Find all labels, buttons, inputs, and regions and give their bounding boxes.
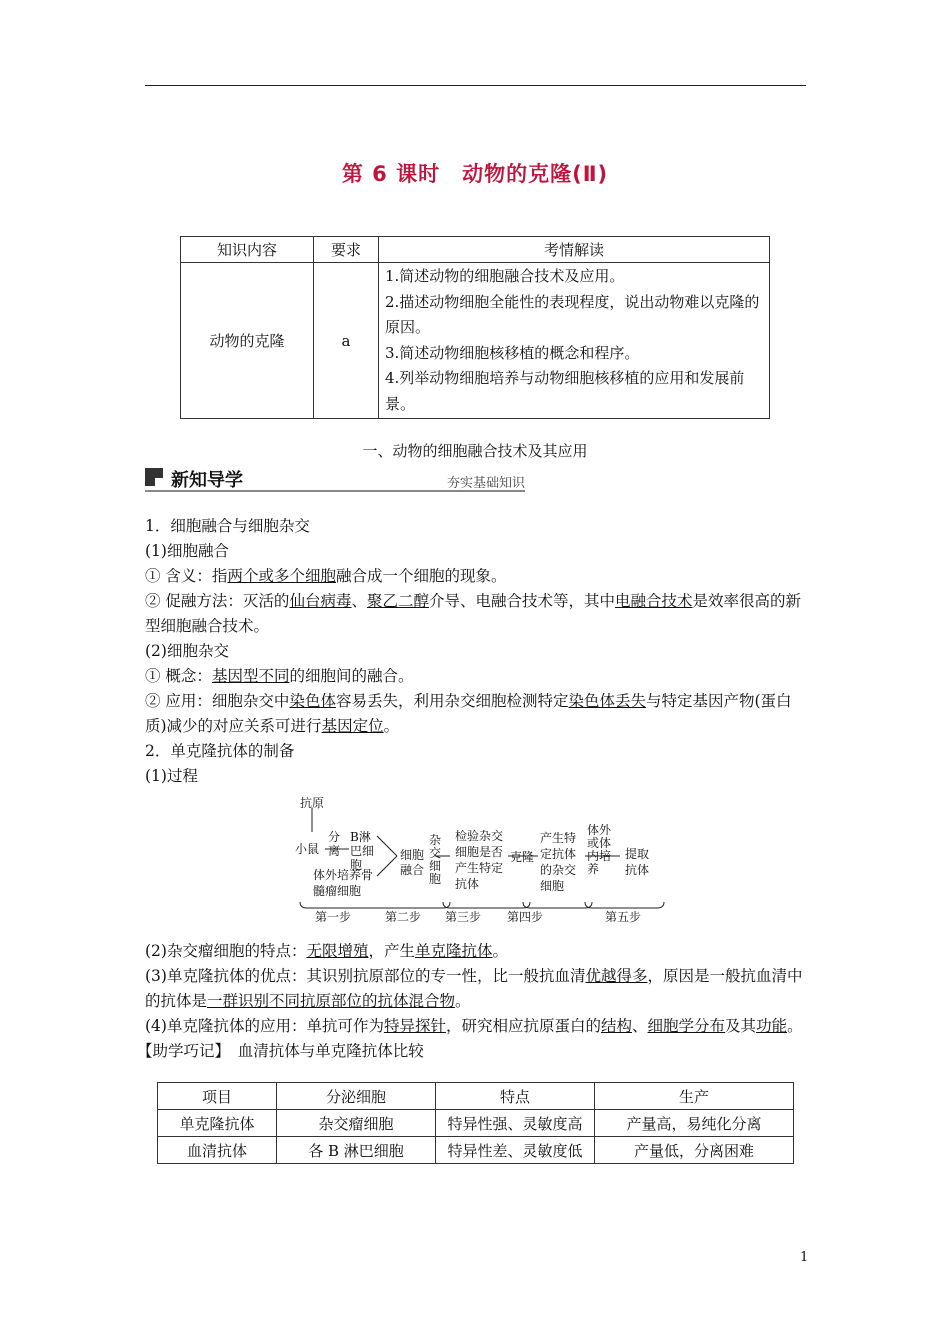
step-label: 第一步 (315, 910, 352, 924)
paragraph: (1)细胞融合 (145, 542, 229, 560)
header-cell: 考情解读 (379, 237, 770, 263)
table-header-row (181, 237, 770, 263)
paragraph: ① 含义：指两个或多个细胞融合成一个细胞的现象。 (145, 567, 507, 585)
diagram-label: 产生特定抗体的杂交细胞 (540, 831, 577, 893)
table-cell: a (314, 263, 379, 419)
body-text (137, 514, 810, 1064)
table-cell: 血清抗体 (158, 1137, 277, 1164)
paragraph: ② 应用：细胞杂交中染色体容易丢失，利用杂交细胞检测特定染色体丢失与特定基因产物(蛋白质)减少的对应关系可进行基因定位。 (145, 692, 792, 735)
section-banner (145, 466, 525, 490)
list-item: 4.列举动物细胞培养与动物细胞核移植的应用和发展前景。 (385, 369, 745, 413)
table-cell: 杂交瘤细胞 (277, 1110, 436, 1137)
paragraph: (2)杂交瘤细胞的特点：无限增殖，产生单克隆抗体。 (145, 942, 509, 960)
paragraph: (3)单克隆抗体的优点：其识别抗原部位的专一性，比一般抗血清优越得多，原因是一般抗血清中的抗体是一群识别不同抗原部位的抗体混合物。 (145, 967, 803, 1010)
step-label: 第二步 (385, 910, 422, 924)
table-cell: 各 B 淋巴细胞 (277, 1137, 436, 1164)
header-cell: 生产 (595, 1083, 794, 1110)
diagram-label: 体外培养骨髓瘤细胞 (313, 868, 374, 898)
diagram-label: 杂交细胞 (429, 833, 442, 886)
diagram-label: 检验杂交细胞是否产生特定抗体 (455, 829, 504, 891)
help-title: 【助学巧记】 血清抗体与单克隆抗体比较 (137, 1042, 424, 1060)
header-cell: 知识内容 (181, 237, 314, 263)
page-title: 第 6 课时 动物的克隆(Ⅱ) (341, 162, 609, 186)
table-cell: 产量低，分离困难 (595, 1137, 794, 1164)
paragraph: ① 概念：基因型不同的细胞间的融合。 (145, 667, 414, 685)
table-row (158, 1137, 794, 1164)
table-cell: 动物的克隆 (181, 263, 314, 419)
banner-rule (145, 490, 525, 492)
header-rule (145, 85, 806, 86)
section-title: 一、动物的细胞融合技术及其应用 (362, 442, 588, 460)
table-header-row (158, 1083, 794, 1110)
table-row (181, 263, 770, 419)
paragraph: 1．细胞融合与细胞杂交 (145, 517, 310, 535)
table-cell: 产量高，易纯化分离 (595, 1110, 794, 1137)
diagram-label: 小鼠 (295, 842, 320, 856)
list-item: 2.描述动物细胞全能性的表现程度，说出动物难以克隆的原因。 (385, 292, 760, 336)
header-cell: 特点 (436, 1083, 595, 1110)
diagram-label: 提取抗体 (625, 847, 650, 877)
list-item: 3.简述动物细胞核移植的概念和程序。 (385, 343, 640, 362)
banner-subtitle: 夯实基础知识 (446, 476, 525, 491)
requirements-cell (379, 263, 770, 419)
banner-label: 新知导学 (171, 470, 243, 491)
page-number: 1 (800, 1250, 809, 1265)
diagram-label: 分离 (328, 830, 341, 858)
header-cell: 项目 (158, 1083, 277, 1110)
table-cell: 单克隆抗体 (158, 1110, 277, 1137)
table-cell: 特异性差、灵敏度低 (436, 1137, 595, 1164)
knowledge-table (180, 236, 770, 419)
paragraph: ② 促融方法：灭活的仙台病毒、聚乙二醇介导、电融合技术等，其中电融合技术是效率很高的新型细胞融合技术。 (145, 592, 802, 635)
step-label: 第五步 (605, 910, 642, 924)
header-cell: 分泌细胞 (277, 1083, 436, 1110)
paragraph: (4)单克隆抗体的应用：单抗可作为特异探针，研究相应抗原蛋白的结构、细胞学分布及其功能。 (145, 1017, 803, 1035)
step-label: 第四步 (507, 910, 544, 924)
antibody-process-diagram (295, 792, 665, 922)
comparison-table (157, 1082, 794, 1164)
table-row (158, 1110, 794, 1137)
diagram-label: 细胞融合 (400, 848, 425, 877)
paragraph: (1)过程 (145, 767, 198, 785)
diagram-label: 抗原 (300, 796, 325, 810)
list-item: 1.简述动物的细胞融合技术及应用。 (385, 267, 625, 285)
header-cell: 要求 (314, 237, 379, 263)
table-cell: 特异性强、灵敏度高 (436, 1110, 595, 1137)
square-icon-notch (155, 478, 163, 486)
step-label: 第三步 (445, 910, 482, 924)
paragraph: 2．单克隆抗体的制备 (145, 742, 295, 760)
diagram-label: 体外或体内培养 (587, 823, 612, 876)
diagram-label: 克隆 (510, 850, 535, 864)
paragraph: (2)细胞杂交 (145, 642, 229, 660)
diagram-label: B淋巴细胞 (350, 830, 375, 872)
